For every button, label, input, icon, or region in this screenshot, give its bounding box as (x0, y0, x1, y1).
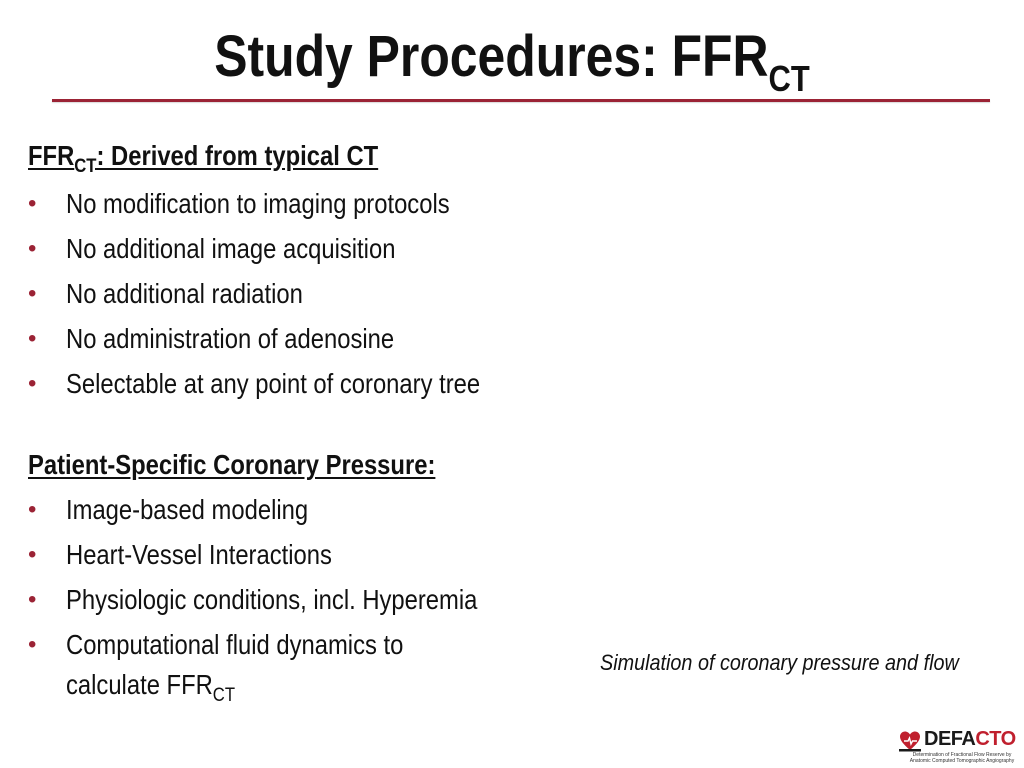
defacto-logo (896, 728, 1020, 764)
figure-caption: Simulation of coronary pressure and flow (600, 650, 959, 675)
bullet-icon: • (28, 631, 37, 658)
list-item-line2-prefix: calculate FFR (66, 669, 213, 700)
list-item-line1: Computational fluid dynamics to (66, 629, 404, 660)
list-item-text: Selectable at any point of coronary tree (66, 368, 481, 399)
pressure-bullet-list (28, 490, 628, 708)
list-item-line2-subscript: CT (212, 683, 236, 706)
heart-vessel-icon (898, 729, 922, 753)
ffrct-bullet-list (28, 184, 628, 404)
bullet-icon: • (28, 496, 37, 523)
bullet-icon: • (28, 280, 37, 307)
bullet-icon: • (28, 586, 37, 613)
list-item-text (66, 625, 403, 708)
list-item-text: No additional radiation (66, 278, 303, 309)
list-item (28, 580, 628, 620)
list-item-text: No administration of adenosine (66, 323, 395, 354)
section-heading-pressure: Patient-Specific Coronary Pressure: (28, 449, 436, 480)
list-item (28, 535, 628, 575)
bullet-icon: • (28, 235, 37, 262)
logo-tagline: Determination of Fractional Flow Reserve by Anatomic Computed Tomographic Angiography (909, 752, 1015, 764)
list-item (28, 319, 628, 359)
list-item (28, 274, 628, 314)
bullet-icon: • (28, 370, 37, 397)
list-item (28, 184, 628, 224)
list-item-line2 (66, 665, 403, 708)
bullet-icon: • (28, 541, 37, 568)
slide-title (72, 22, 953, 99)
heading-prefix: FFR (28, 140, 75, 171)
list-item-text: Physiologic conditions, incl. Hyperemia (66, 584, 478, 615)
logo-word-part1: DEFA (924, 728, 976, 750)
list-item (28, 229, 628, 269)
slide-title-subscript: CT (768, 58, 810, 100)
title-divider (52, 99, 990, 102)
bullet-icon: • (28, 325, 37, 352)
logo-word-part2: CTO (975, 728, 1016, 750)
slide-title-text: Study Procedures: FFR (214, 24, 769, 89)
list-item (28, 490, 628, 530)
bullet-icon: • (28, 190, 37, 217)
list-item (28, 364, 628, 404)
list-item-text: No modification to imaging protocols (66, 188, 450, 219)
heading-suffix: : Derived from typical CT (96, 140, 379, 171)
heading-subscript: CT (74, 154, 97, 177)
slide-content (28, 136, 628, 713)
list-item (28, 625, 628, 708)
list-item-text: Heart-Vessel Interactions (66, 539, 332, 570)
list-item-text: Image-based modeling (66, 494, 309, 525)
section-heading-ffrct (28, 136, 538, 179)
logo-wordmark (924, 727, 1016, 751)
list-item-text: No additional image acquisition (66, 233, 396, 264)
